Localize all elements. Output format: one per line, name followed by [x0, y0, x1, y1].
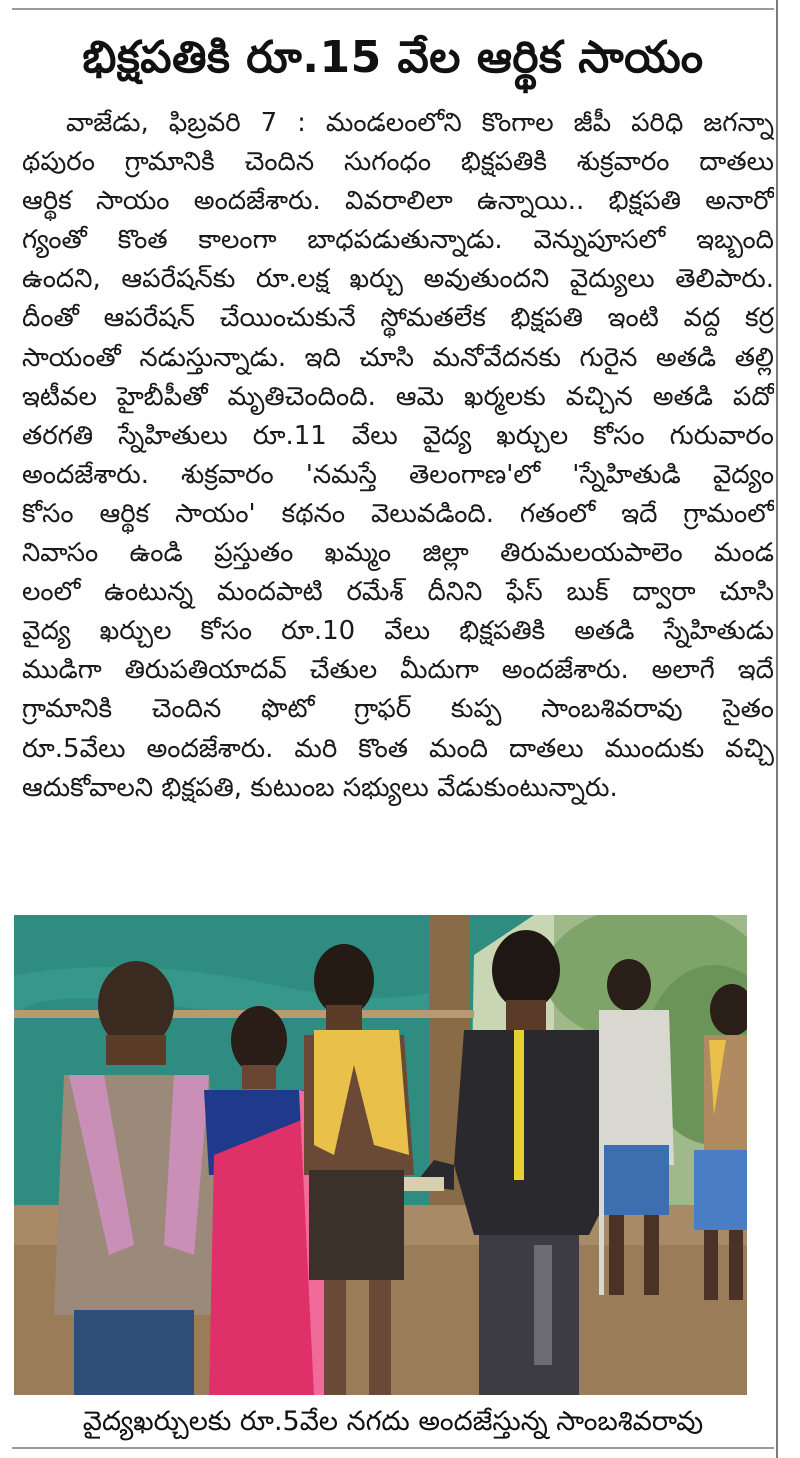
article-line: నివాసం ఉండి ప్రస్తుతం ఖమ్మం జిల్లా తిరుమలయపాలెం మండ: [22, 538, 774, 569]
article-line: ఇటీవల హైబీపీతో మృతిచెందింది. ఆమె ఖర్మలకు వచ్చిన అతడి పదో: [22, 381, 774, 412]
cash-bundle: [404, 1177, 444, 1191]
article-line: ఆర్థిక సాయం అందజేశారు. వివరాలిలా ఉన్నాయి.. భిక్షపతి అనారో: [22, 186, 774, 217]
article-line: రూ.5వేలు అందజేశారు. మరి కొంత మంది దాతలు ముందుకు వచ్చి: [22, 733, 774, 764]
article-line: గ్యంతో కొంత కాలంగా బాధపడుతున్నాడు. వెన్నుపూసలో ఇబ్బంది: [22, 225, 774, 256]
article-body: [22, 104, 774, 808]
bottom-divider: [12, 1447, 774, 1449]
article-line: దీంతో ఆపరేషన్ చేయించుకునే స్థోమతలేక భిక్షపతి ఇంటి వద్ద కర్ర: [22, 303, 774, 334]
article-line: గ్రామానికి చెందిన ఫొటో గ్రాఫర్ కుప్ప సాంబశివరావు సైతం: [22, 694, 774, 725]
article-line: ఆదుకోవాలని భిక్షపతి, కుటుంబ సభ్యులు వేడుకుంటున్నారు.: [22, 772, 618, 803]
article-line: తరగతి స్నేహితులు రూ.11 వేలు వైద్య ఖర్చుల కోసం గురువారం: [22, 420, 774, 451]
column-divider: [776, 0, 778, 1458]
headline: భిక్షపతికి రూ.15 వేల ఆర్థిక సాయం: [82, 32, 704, 83]
article-line: థపురం గ్రామానికి చెందిన సుగంధం భిక్షపతికి శుక్రవారం దాతలు: [22, 147, 774, 178]
article-line: లంలో ఉంటున్న మందపాటి రమేశ్ దీనిని ఫేస్ బుక్ ద్వారా చూసి: [22, 577, 774, 608]
article-line: ఉందని, ఆపరేషన్‌కు రూ.లక్ష ఖర్చు అవుతుందని వైద్యులు తెలిపారు.: [22, 264, 774, 295]
article-line: వైద్య ఖర్చుల కోసం రూ.10 వేలు భిక్షపతికి అతడి స్నేహితుడు: [22, 616, 774, 647]
article-line: ముడిగా తిరుపతియాదవ్ చేతుల మీదుగా అందజేశారు. అలాగే ఇదే: [22, 655, 774, 686]
photo-caption: వైద్యఖర్చులకు రూ.5వేల నగదు అందజేస్తున్న సాంబశివరావు: [82, 1406, 704, 1437]
news-photo: [14, 915, 747, 1395]
top-divider: [12, 8, 774, 10]
article-line: కోసం ఆర్థిక సాయం' కథనం వెలువడింది. గతంలో ఇదే గ్రామంలో: [22, 498, 774, 529]
article-line: వాజేడు, ఫిబ్రవరి 7 : మండలంలోని కొంగాల జీపీ పరిధి జగన్నా: [66, 108, 774, 138]
article-line: సాయంతో నడుస్తున్నాడు. ఇది చూసి మనోవేదనకు గురైన అతడి తల్లి: [22, 342, 774, 373]
article-line: అందజేశారు. శుక్రవారం 'నమస్తే తెలంగాణ'లో 'స్నేహితుడి వైద్యం: [22, 459, 774, 490]
